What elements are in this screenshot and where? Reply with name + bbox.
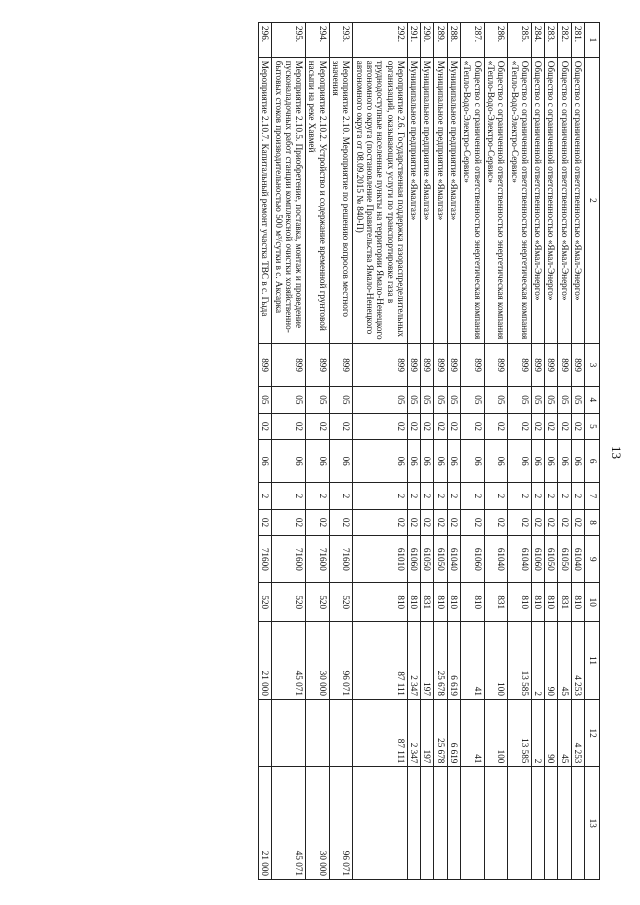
row-number-cell: 296. [258,23,271,58]
table-cell: 25 678 [434,622,447,700]
table-cell: 41 [461,699,485,766]
row-number-cell: 287. [461,23,485,58]
recipient-name-cell: Мероприятие 2.10.7. Капитальный ремонт участка ТВС в с. Гыда [258,57,271,343]
table-cell: 810 [545,583,558,622]
table-cell: 899 [434,344,447,387]
recipient-name-cell: Муниципальное предприятие «Ямалгаз» [421,57,434,343]
table-cell: 02 [329,509,353,536]
page-number: 13 [609,446,624,459]
table-row [407,23,420,880]
table-cell: 02 [571,413,584,440]
table-cell: 197 [421,622,434,700]
table-cell: 61040 [484,536,508,583]
table-row [571,23,584,880]
table-cell: 06 [484,440,508,483]
table-cell: 02 [353,413,407,440]
table-cell: 02 [531,509,544,536]
table-cell: 520 [258,583,271,622]
table-cell: 05 [508,387,532,414]
table-cell: 25 678 [434,699,447,766]
table-cell: 61010 [353,536,407,583]
table-cell: 45 [558,622,571,700]
table-cell: 06 [329,440,353,483]
table-cell: 899 [272,344,306,387]
row-number-cell: 290. [421,23,434,58]
table-cell: 05 [329,387,353,414]
table-cell: 06 [421,440,434,483]
table-cell: 520 [272,583,306,622]
table-cell [329,699,353,766]
table-cell: 30 000 [306,622,330,700]
table-cell: 06 [407,440,420,483]
table-cell: 2 [353,483,407,510]
recipient-name-cell: Мероприятие 2.10.5. Приобретение, поставка, монтаж и проведение пусконаладочных работ станции комплексной очистки хозяйственно-бытовых стоков производительностью 500 м³/сутки в с. Аксарка [272,57,306,343]
budget-table [258,22,600,880]
table-cell [571,767,584,880]
table-cell: 61050 [434,536,447,583]
table-cell: 02 [484,413,508,440]
table-cell: 02 [447,509,460,536]
table-cell [258,699,271,766]
table-cell: 02 [353,509,407,536]
table-cell: 05 [272,387,306,414]
table-cell: 02 [329,413,353,440]
table-cell: 899 [508,344,532,387]
row-number-cell: 288. [447,23,460,58]
table-cell: 06 [434,440,447,483]
table-cell: 05 [558,387,571,414]
table-cell: 30 000 [306,767,330,880]
table-cell: 06 [531,440,544,483]
table-cell: 06 [545,440,558,483]
table-row [306,23,330,880]
table-cell: 61040 [571,536,584,583]
table-cell: 02 [421,413,434,440]
table-cell: 41 [461,622,485,700]
table-cell: 05 [531,387,544,414]
table-cell: 02 [272,413,306,440]
table-cell: 2 [531,622,544,700]
recipient-name-cell: Общество с ограниченной ответственностью «Ямал-Энерго» [571,57,584,343]
table-cell: 899 [558,344,571,387]
table-cell [461,767,485,880]
table-cell: 71600 [329,536,353,583]
table-cell: 71600 [306,536,330,583]
recipient-name-cell: Общество с ограниченной ответственностью «Ямал-Энерго» [531,57,544,343]
table-cell: 61040 [508,536,532,583]
table-cell: 520 [329,583,353,622]
table-cell: 2 347 [407,622,420,700]
table-cell: 02 [508,509,532,536]
table-cell: 02 [571,509,584,536]
table-cell: 02 [447,413,460,440]
column-header: 9 [585,536,600,583]
table-cell: 899 [571,344,584,387]
column-header: 8 [585,509,600,536]
recipient-name-cell: Общество с ограниченной ответственностью энергетическая компания «Тепло-Водо-Электро-Сервис» [484,57,508,343]
table-cell: 02 [531,413,544,440]
table-cell: 2 [461,483,485,510]
table-row [329,23,353,880]
table-cell: 02 [407,509,420,536]
column-header: 3 [585,344,600,387]
table-cell: 100 [484,699,508,766]
table-cell: 2 [421,483,434,510]
table-row [447,23,460,880]
row-number-cell: 292. [353,23,407,58]
table-cell: 2 [531,483,544,510]
table-cell: 2 [508,483,532,510]
table-cell [447,767,460,880]
table-row [484,23,508,880]
recipient-name-cell: Мероприятие 2.10. Мероприятие по решению вопросов местного значения [329,57,353,343]
recipient-name-cell: Мероприятие 2.6. Государственная поддержка газораспределительных организаций, оказывающих услуги по транспортировке газа в труднодоступные населенные пункты на территории Ямало-Ненецкого автономного округа (постановление Правительства Ямало-Ненецкого автономного округа от 08.09.2015 № 840-П) [353,57,407,343]
table-cell: 4 253 [571,622,584,700]
table-cell: 02 [508,413,532,440]
recipient-name-cell: Общество с ограниченной ответственностью «Ямал-Энерго» [558,57,571,343]
recipient-name-cell: Мероприятие 2.10.2. Устройство и содержание временной грунтовой насыпи на реке Хавмей [306,57,330,343]
table-cell: 02 [434,509,447,536]
table-cell: 899 [484,344,508,387]
row-number-cell: 293. [329,23,353,58]
table-cell [353,767,407,880]
table-row [461,23,485,880]
table-cell: 45 071 [272,622,306,700]
table-cell: 899 [461,344,485,387]
table-cell [545,767,558,880]
table-cell: 02 [434,413,447,440]
table-cell: 02 [306,509,330,536]
table-cell: 05 [258,387,271,414]
row-number-cell: 282. [558,23,571,58]
column-header: 11 [585,622,600,700]
column-header: 7 [585,483,600,510]
recipient-name-cell: Общество с ограниченной ответственностью энергетическая компания «Тепло-Водо-Электро-Сервис» [508,57,532,343]
table-cell: 2 [306,483,330,510]
table-row [272,23,306,880]
row-number-cell: 283. [545,23,558,58]
table-cell: 2 [407,483,420,510]
table-cell: 831 [558,583,571,622]
table-cell [421,767,434,880]
table-cell [508,767,532,880]
table-cell: 06 [272,440,306,483]
table-cell: 197 [421,699,434,766]
table-cell: 02 [272,509,306,536]
table-cell: 6 619 [447,622,460,700]
table-cell: 02 [421,509,434,536]
recipient-name-cell: Общество с ограниченной ответственностью энергетическая компания «Тепло-Водо-Электро-Сервис» [461,57,485,343]
table-cell: 05 [306,387,330,414]
table-cell: 06 [571,440,584,483]
table-cell: 05 [447,387,460,414]
table-cell: 02 [545,413,558,440]
table-cell: 05 [461,387,485,414]
table-header-row [585,23,600,880]
table-cell: 61040 [447,536,460,583]
table-cell [484,767,508,880]
table-row [258,23,271,880]
table-cell: 4 253 [571,699,584,766]
recipient-name-cell: Общество с ограниченной ответственностью «Ямал-Энерго» [545,57,558,343]
table-cell: 21 000 [258,622,271,700]
table-cell [558,767,571,880]
table-cell: 899 [421,344,434,387]
table-cell: 06 [461,440,485,483]
table-cell: 61050 [421,536,434,583]
table-cell: 02 [407,413,420,440]
table-cell: 90 [545,622,558,700]
table-cell: 2 [447,483,460,510]
table-cell: 810 [571,583,584,622]
table-cell: 100 [484,622,508,700]
table-cell: 61050 [558,536,571,583]
recipient-name-cell: Муниципальное предприятие «Ямалгаз» [407,57,420,343]
table-cell: 05 [545,387,558,414]
table-cell: 06 [258,440,271,483]
table-cell: 02 [258,413,271,440]
table-cell: 05 [434,387,447,414]
table-cell: 06 [353,440,407,483]
recipient-name-cell: Муниципальное предприятие «Ямалгаз» [447,57,460,343]
table-cell: 520 [306,583,330,622]
table-cell: 810 [434,583,447,622]
table-cell: 810 [353,583,407,622]
table-cell: 61050 [545,536,558,583]
table-cell: 2 [484,483,508,510]
table-cell: 06 [558,440,571,483]
table-cell: 810 [461,583,485,622]
column-header: 12 [585,699,600,766]
table-cell: 21 000 [258,767,271,880]
table-cell [272,699,306,766]
table-cell [531,767,544,880]
table-row [421,23,434,880]
column-header: 10 [585,583,600,622]
table-cell: 05 [571,387,584,414]
table-cell: 2 [258,483,271,510]
table-row [531,23,544,880]
row-number-cell: 286. [484,23,508,58]
table-cell: 96 071 [329,622,353,700]
row-number-cell: 289. [434,23,447,58]
table-cell: 810 [531,583,544,622]
table-cell: 899 [447,344,460,387]
table-cell: 06 [508,440,532,483]
table-cell: 02 [306,413,330,440]
table-cell: 831 [484,583,508,622]
table-cell: 899 [531,344,544,387]
table-cell: 96 071 [329,767,353,880]
table-cell: 899 [306,344,330,387]
table-row [508,23,532,880]
table-cell: 899 [407,344,420,387]
table-cell [407,767,420,880]
table-row [353,23,407,880]
table-cell: 05 [353,387,407,414]
table-cell: 71600 [258,536,271,583]
table-cell: 2 [558,483,571,510]
table-cell: 87 111 [353,622,407,700]
row-number-cell: 285. [508,23,532,58]
table-cell: 899 [258,344,271,387]
column-header: 4 [585,387,600,414]
table-row [545,23,558,880]
column-header: 2 [585,57,600,343]
table-cell: 02 [258,509,271,536]
table-cell: 6 619 [447,699,460,766]
table-cell: 06 [447,440,460,483]
row-number-cell: 284. [531,23,544,58]
column-header: 13 [585,767,600,880]
table-cell: 2 [434,483,447,510]
table-cell: 13 585 [508,622,532,700]
table-cell: 2 [272,483,306,510]
row-number-cell: 295. [272,23,306,58]
table-cell: 810 [447,583,460,622]
table-cell: 87 111 [353,699,407,766]
table-cell: 02 [461,413,485,440]
table-cell: 05 [407,387,420,414]
table-body [258,23,584,880]
row-number-cell: 291. [407,23,420,58]
table-cell: 810 [407,583,420,622]
table-cell: 02 [558,413,571,440]
table-cell: 05 [421,387,434,414]
column-header: 1 [585,23,600,58]
row-number-cell: 294. [306,23,330,58]
table-cell: 899 [545,344,558,387]
column-header: 5 [585,413,600,440]
table-cell: 02 [545,509,558,536]
table-cell: 02 [484,509,508,536]
table-cell: 810 [508,583,532,622]
table-cell: 06 [306,440,330,483]
table-cell [434,767,447,880]
table-cell: 61060 [531,536,544,583]
table-cell: 45 071 [272,767,306,880]
table-cell: 61060 [461,536,485,583]
table-cell: 2 [545,483,558,510]
table-cell: 02 [461,509,485,536]
row-number-cell: 281. [571,23,584,58]
table-cell: 2 347 [407,699,420,766]
recipient-name-cell: Муниципальное предприятие «Ямалгаз» [434,57,447,343]
table-cell: 13 585 [508,699,532,766]
table-cell: 02 [558,509,571,536]
table-cell: 2 [531,699,544,766]
table-cell [306,699,330,766]
column-header: 6 [585,440,600,483]
table-cell: 45 [558,699,571,766]
table-cell: 2 [571,483,584,510]
table-row [434,23,447,880]
table-cell: 899 [329,344,353,387]
table-cell: 899 [353,344,407,387]
table-cell: 05 [484,387,508,414]
table-cell: 61060 [407,536,420,583]
table-cell: 90 [545,699,558,766]
table-cell: 831 [421,583,434,622]
table-cell: 2 [329,483,353,510]
table-cell: 71600 [272,536,306,583]
table-row [558,23,571,880]
